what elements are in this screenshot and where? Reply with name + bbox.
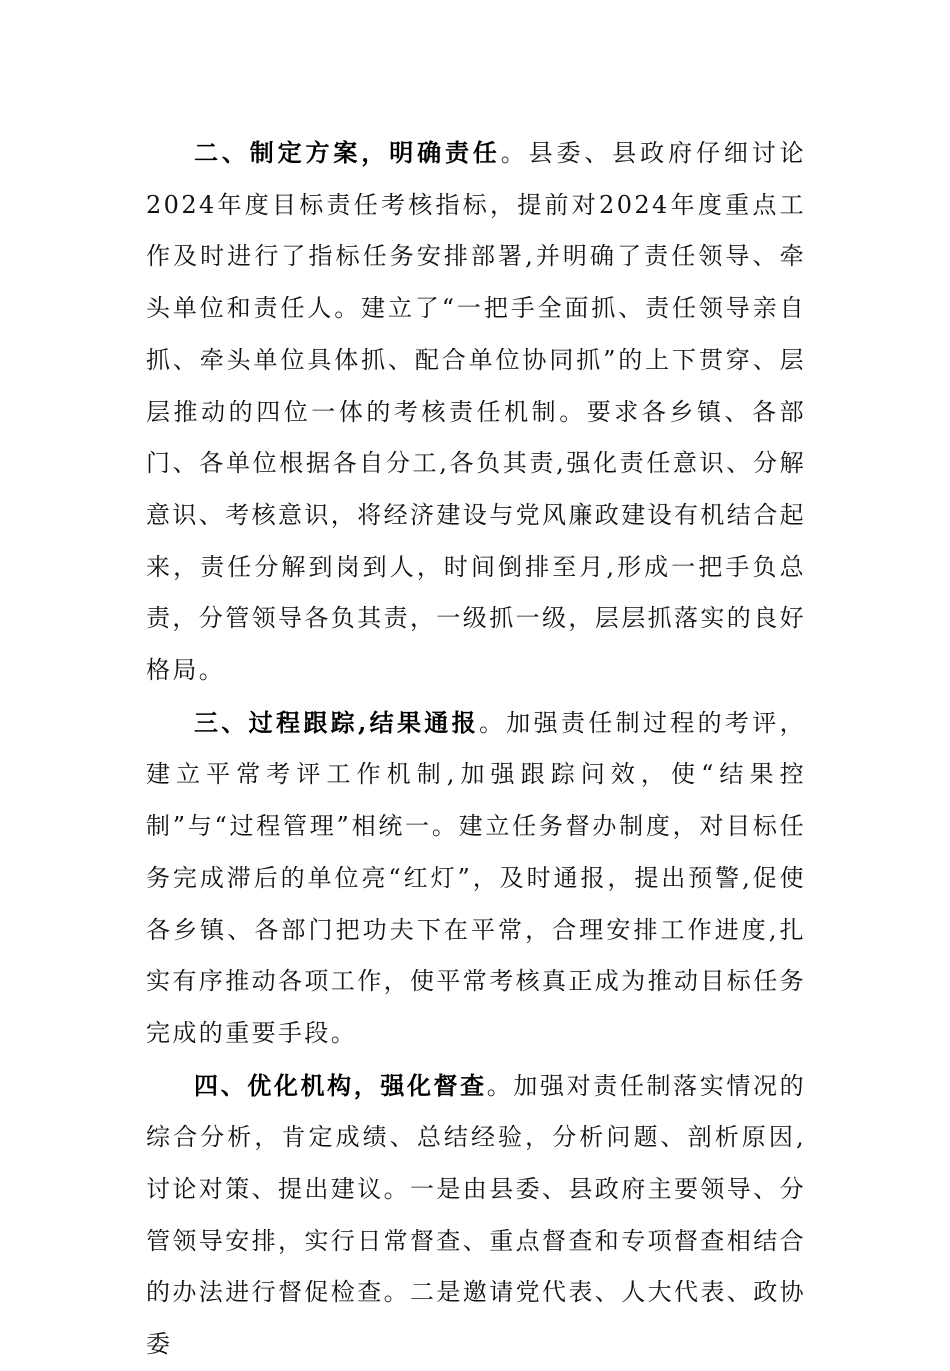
section-3-heading: 三、过程跟踪,结果通报	[194, 707, 479, 737]
paragraph-section-4	[146, 1060, 806, 1371]
section-3-text: 。加强责任制过程的考评，建立平常考评工作机制,加强跟踪问效，使“结果控制”与“过程管理”相统一。建立任务督办制度，对目标任务完成滞后的单位亮“红灯”，及时通报，提出预警,促使各乡镇、各部门把功夫下在平常，合理安排工作进度,扎实有序推动各项工作，使平常考核真正成为推动目标任务完成的重要手段。	[146, 708, 806, 1047]
document-body	[146, 127, 806, 1371]
section-4-heading: 四、优化机构，强化督查	[194, 1070, 487, 1100]
paragraph-section-2	[146, 127, 806, 697]
section-4-text: 。加强对责任制落实情况的综合分析，肯定成绩、总结经验，分析问题、剖析原因,讨论对策、提出建议。一是由县委、县政府主要领导、分管领导安排，实行日常督查、重点督查和专项督查相结合的办法进行督促检查。二是邀请党代表、人大代表、政协委	[146, 1071, 806, 1359]
section-2-text: 。县委、县政府仔细讨论2024年度目标责任考核指标，提前对2024年度重点工作及时进行了指标任务安排部署,并明确了责任领导、牵头单位和责任人。建立了“一把手全面抓、责任领导亲自抓、牵头单位具体抓、配合单位协同抓”的上下贯穿、层层推动的四位一体的考核责任机制。要求各乡镇、各部门、各单位根据各自分工,各负其责,强化责任意识、分解意识、考核意识，将经济建设与党风廉政建设有机结合起来，责任分解到岗到人，时间倒排至月,形成一把手负总责，分管领导各负其责，一级抓一级，层层抓落实的良好格局。	[146, 139, 807, 685]
paragraph-section-3	[146, 697, 806, 1060]
section-2-heading: 二、制定方案，明确责任	[194, 138, 501, 167]
